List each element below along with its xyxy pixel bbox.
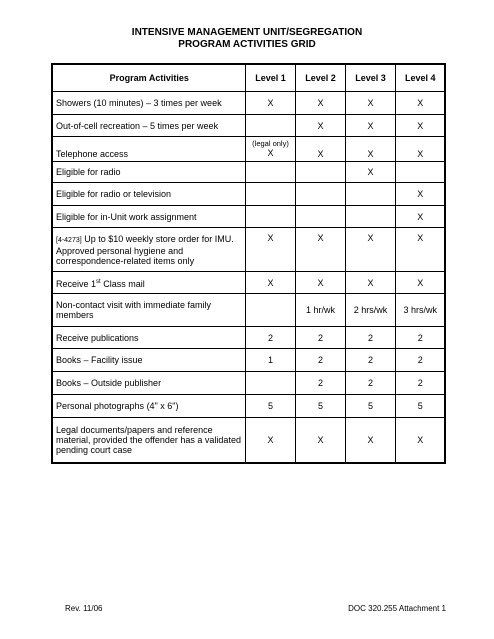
level-3-cell: X [345, 228, 395, 272]
level-4-cell: X [395, 137, 445, 162]
activity-cell: Showers (10 minutes) – 3 times per week [56, 98, 222, 108]
table-row [52, 115, 445, 137]
level-1-cell [245, 372, 295, 395]
activity-text: Up to $10 weekly store order for IMU. Approved personal hygiene and correspondence-related items only [56, 233, 234, 266]
header-program-activities: Program Activities [52, 64, 245, 92]
level-2-cell: X [295, 115, 345, 137]
level-1-value: X [267, 148, 274, 158]
level-1-cell [245, 162, 295, 183]
level-1-cell: 5 [245, 395, 295, 418]
activity-cell: Eligible for radio or television [52, 183, 245, 206]
activity-cell: Eligible for radio [52, 162, 245, 183]
header-row [52, 64, 445, 92]
level-1-cell [245, 115, 295, 137]
activity-cell [52, 228, 245, 272]
level-4-cell: 5 [395, 395, 445, 418]
level-2-cell: 1 hr/wk [295, 294, 345, 327]
level-3-cell: 2 [345, 349, 395, 372]
level-4-cell [395, 162, 445, 183]
activity-reference: [4-4273] [56, 236, 82, 244]
level-3-cell: 2 [345, 372, 395, 395]
table-row [52, 92, 445, 115]
level-4-cell: X [395, 92, 445, 115]
activity-cell [52, 272, 245, 294]
level-4-cell: X [395, 183, 445, 206]
level-3-cell: 2 hrs/wk [345, 294, 395, 327]
level-1-cell: X [245, 272, 295, 294]
activity-cell: Receive publications [52, 327, 245, 349]
activity-superscript: st [96, 278, 101, 285]
footer-revision: Rev. 11/06 [65, 604, 103, 613]
level-1-cell: X [245, 418, 295, 463]
level-2-cell [295, 183, 345, 206]
table-row [52, 162, 445, 183]
level-1-cell: 2 [245, 327, 295, 349]
level-4-cell: 3 hrs/wk [395, 294, 445, 327]
table-row [52, 206, 445, 228]
level-2-cell: 2 [295, 372, 345, 395]
level-1-cell [245, 183, 295, 206]
level-2-cell: 2 [295, 327, 345, 349]
level-3-cell: X [345, 418, 395, 463]
level-3-cell: X [345, 92, 395, 115]
level-3-cell: 2 [345, 327, 395, 349]
activity-cell: Books – Facility issue [52, 349, 245, 372]
activity-cell: Eligible for in-Unit work assignment [52, 206, 245, 228]
table-row [52, 327, 445, 349]
level-2-cell: 5 [295, 395, 345, 418]
table-row [52, 294, 445, 327]
level-3-cell: X [345, 272, 395, 294]
header-level-4: Level 4 [395, 64, 445, 92]
level-4-cell: X [395, 272, 445, 294]
level-1-note: (legal only) [252, 139, 289, 148]
header-level-3: Level 3 [345, 64, 395, 92]
activity-text-start: Receive 1 [56, 278, 97, 289]
level-1-cell: X [245, 92, 295, 115]
level-2-cell: X [295, 228, 345, 272]
level-4-cell: X [395, 206, 445, 228]
header-level-2: Level 2 [295, 64, 345, 92]
document-title [0, 27, 494, 51]
level-2-cell: X [295, 418, 345, 463]
level-1-cell: X [245, 228, 295, 272]
level-1-cell: 1 [245, 349, 295, 372]
level-1-cell [245, 137, 295, 162]
activity-cell: Personal photographs (4" x 6") [52, 395, 245, 418]
level-4-cell: 2 [395, 372, 445, 395]
level-2-cell: X [295, 137, 345, 162]
program-activities-table [51, 63, 446, 464]
table-row [52, 272, 445, 294]
table-row [52, 395, 445, 418]
level-2-cell [295, 206, 345, 228]
level-3-cell: X [345, 137, 395, 162]
level-1-cell [245, 206, 295, 228]
level-1-cell [245, 294, 295, 327]
level-4-cell: 2 [395, 327, 445, 349]
level-4-cell: X [395, 115, 445, 137]
table-row [52, 349, 445, 372]
activity-cell: Non-contact visit with immediate family members [52, 294, 245, 327]
level-3-cell: X [345, 115, 395, 137]
level-3-cell [345, 206, 395, 228]
table-row [52, 183, 445, 206]
table-row [52, 137, 445, 162]
title-line-1: INTENSIVE MANAGEMENT UNIT/SEGREGATION [131, 27, 363, 38]
footer-document-id: DOC 320.255 Attachment 1 [348, 604, 446, 613]
title-line-2: PROGRAM ACTIVITIES GRID [178, 39, 316, 50]
level-2-cell: 2 [295, 349, 345, 372]
activity-cell: Out-of-cell recreation – 5 times per week [52, 115, 245, 137]
table-row [52, 418, 445, 463]
activity-cell: Legal documents/papers and reference material, provided the offender has a validated pending court case [52, 418, 245, 463]
level-4-cell: 2 [395, 349, 445, 372]
activity-cell: Books – Outside publisher [52, 372, 245, 395]
level-3-cell [345, 183, 395, 206]
activity-cell: Telephone access [52, 137, 245, 162]
header-level-1: Level 1 [245, 64, 295, 92]
level-3-cell: X [345, 162, 395, 183]
level-4-cell: X [395, 228, 445, 272]
level-4-cell: X [395, 418, 445, 463]
level-2-cell [295, 162, 345, 183]
level-3-cell: 5 [345, 395, 395, 418]
level-2-cell: X [295, 92, 345, 115]
table-row [52, 228, 445, 272]
level-2-cell: X [295, 272, 345, 294]
activity-text-end: Class mail [100, 278, 145, 289]
table-row [52, 372, 445, 395]
